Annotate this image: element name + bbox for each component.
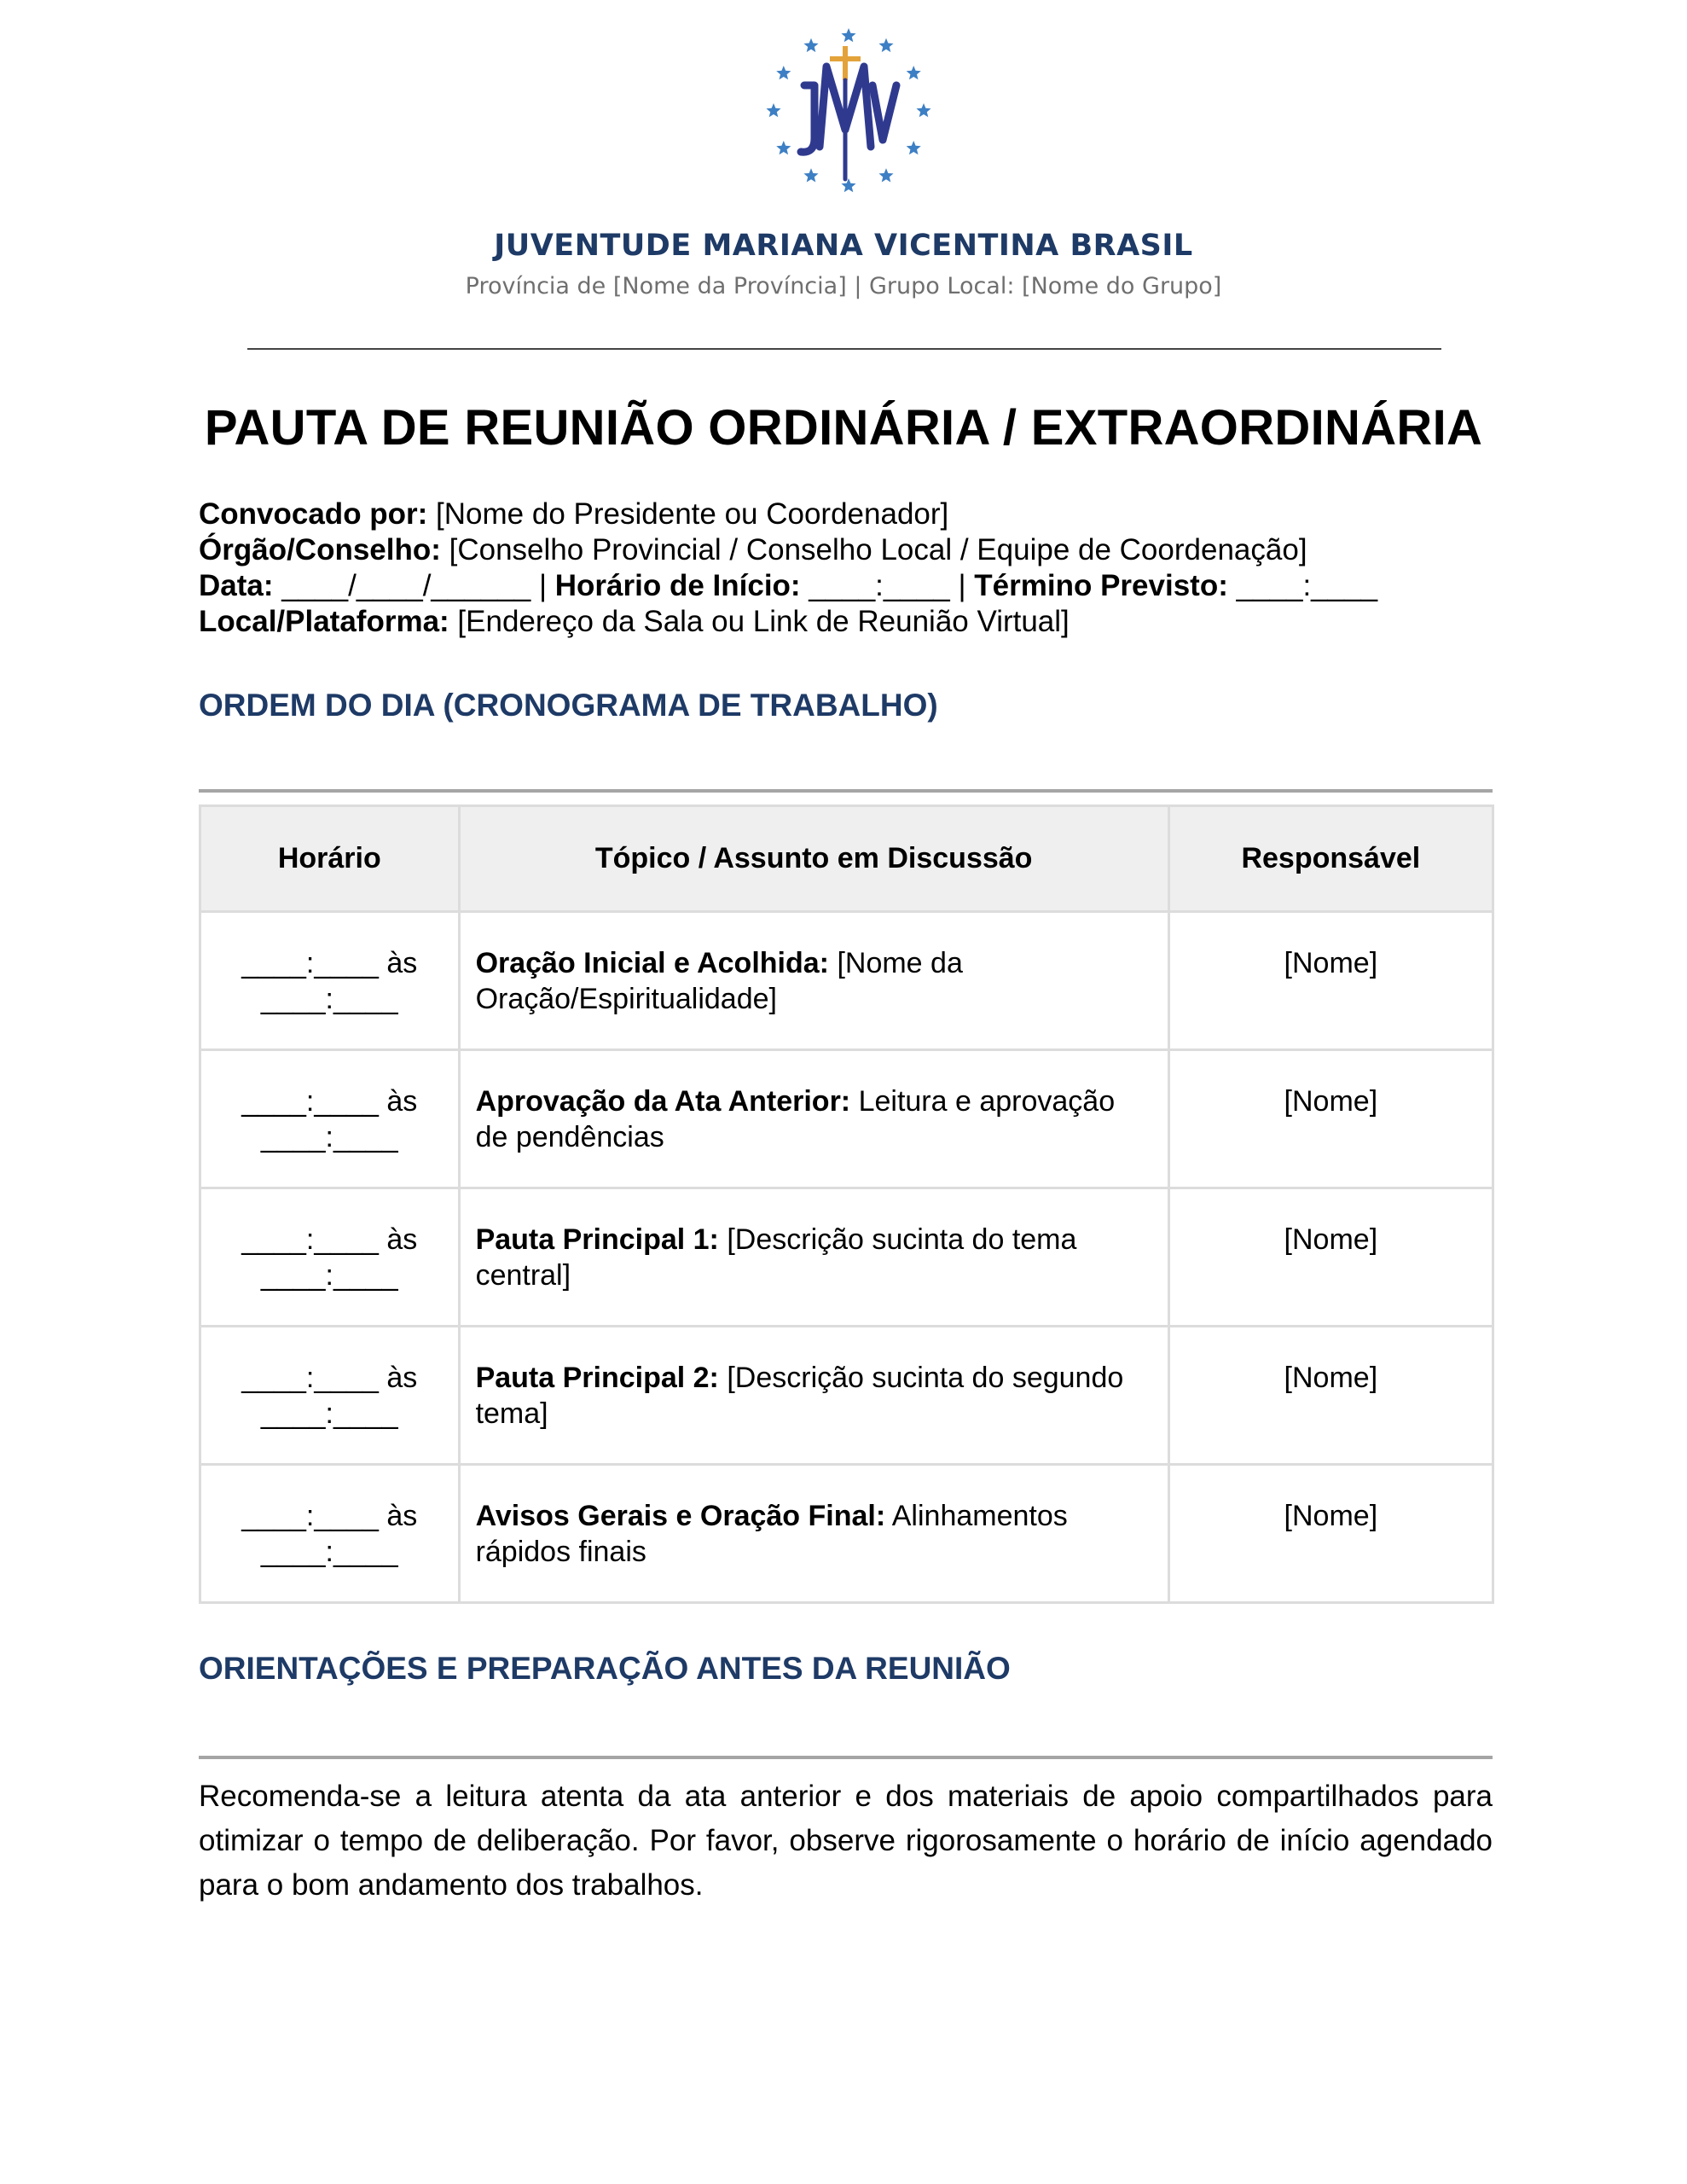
time-cell: ____:____ às ____:____ — [200, 1327, 460, 1465]
star-icon — [878, 168, 893, 182]
inicio-value: ____:____ | — [800, 569, 975, 602]
header-topico: Tópico / Assunto em Discussão — [459, 806, 1168, 912]
termino-label: Término Previsto: — [974, 569, 1228, 602]
star-icon — [841, 28, 855, 42]
topic-title: Aprovação da Ata Anterior: — [475, 1085, 851, 1118]
star-icon — [878, 38, 893, 52]
jmv-logo-svg — [763, 19, 934, 202]
star-icon — [907, 66, 921, 79]
agenda-section-heading: ORDEM DO DIA (CRONOGRAMA DE TRABALHO) — [199, 688, 938, 723]
time-cell: ____:____ às ____:____ — [200, 1188, 460, 1327]
star-icon — [803, 38, 818, 52]
topic-description: [Nome da Oração/Espiritualidade] — [475, 947, 963, 1015]
topic-title: Avisos Gerais e Oração Final: — [475, 1500, 886, 1532]
star-icon — [766, 103, 780, 117]
responsible-cell: [Nome] — [1168, 1327, 1493, 1465]
organization-name: JUVENTUDE MARIANA VICENTINA BRASIL — [494, 229, 1193, 263]
document-title: PAUTA DE REUNIÃO ORDINÁRIA / EXTRAORDINÁRIA — [204, 400, 1483, 456]
star-icon — [803, 168, 818, 182]
table-row — [200, 1327, 1493, 1465]
topic-cell — [459, 1050, 1168, 1188]
orgao-label: Órgão/Conselho: — [199, 533, 441, 566]
topic-cell — [459, 1327, 1168, 1465]
topic-description: Leitura e aprovação de pendências — [475, 1085, 1116, 1153]
topic-cell — [459, 912, 1168, 1050]
responsible-cell: [Nome] — [1168, 912, 1493, 1050]
meeting-details — [199, 497, 1512, 640]
topic-title: Pauta Principal 2: — [475, 1362, 719, 1394]
data-label: Data: — [199, 569, 274, 602]
convocado-label: Convocado por: — [199, 497, 428, 531]
date-time-line — [199, 568, 1512, 604]
jmv-emblem-icon — [763, 19, 934, 202]
time-cell: ____:____ às ____:____ — [200, 1465, 460, 1603]
orgao-value: [Conselho Provincial / Conselho Local / Equipe de Coordenação] — [440, 533, 1307, 566]
responsible-cell: [Nome] — [1168, 1465, 1493, 1603]
star-icon — [776, 66, 791, 79]
convocado-value: [Nome do Presidente ou Coordenador] — [427, 497, 949, 531]
agenda-table — [199, 804, 1494, 1604]
table-row — [200, 1465, 1493, 1603]
agenda-section-divider — [199, 789, 1493, 793]
star-icon — [916, 103, 930, 117]
header-horario: Horário — [200, 806, 460, 912]
star-icon — [907, 141, 921, 154]
convocado-line — [199, 497, 1512, 532]
preparation-paragraph: Recomenda-se a leitura atenta da ata anterior e dos materiais de apoio compartilhados para otimizar o tempo de deliberação. Por favor, observe rigorosamente o horário de início agendado para o bom andamento dos trabalhos. — [199, 1780, 1493, 1902]
header-divider — [247, 348, 1441, 350]
table-row — [200, 1050, 1493, 1188]
responsible-cell: [Nome] — [1168, 1188, 1493, 1327]
topic-title: Oração Inicial e Acolhida: — [475, 947, 829, 979]
time-cell: ____:____ às ____:____ — [200, 912, 460, 1050]
termino-value: ____:____ — [1227, 569, 1378, 602]
table-row — [200, 1188, 1493, 1327]
preparation-section-divider — [199, 1756, 1493, 1759]
data-value: ____/____/______ | — [273, 569, 555, 602]
inicio-label: Horário de Início: — [554, 569, 801, 602]
topic-cell — [459, 1188, 1168, 1327]
table-header-row — [200, 806, 1493, 912]
local-value: [Endereço da Sala ou Link de Reunião Virtual] — [449, 605, 1070, 638]
header-responsavel: Responsável — [1168, 806, 1493, 912]
topic-cell — [459, 1465, 1168, 1603]
topic-description: [Descrição sucinta do tema central] — [475, 1223, 1077, 1292]
local-label: Local/Plataforma: — [199, 605, 449, 638]
topic-description: [Descrição sucinta do segundo tema] — [475, 1362, 1124, 1430]
responsible-cell: [Nome] — [1168, 1050, 1493, 1188]
orgao-line — [199, 532, 1512, 568]
time-cell: ____:____ às ____:____ — [200, 1050, 460, 1188]
table-row — [200, 912, 1493, 1050]
preparation-section-heading: ORIENTAÇÕES E PREPARAÇÃO ANTES DA REUNIÃO — [199, 1651, 1011, 1686]
organization-subtitle: Província de [Nome da Província] | Grupo Local: [Nome do Grupo] — [465, 273, 1222, 299]
topic-description: Alinhamentos rápidos finais — [475, 1500, 1068, 1568]
local-line — [199, 604, 1512, 640]
topic-title: Pauta Principal 1: — [475, 1223, 719, 1256]
star-icon — [776, 141, 791, 154]
